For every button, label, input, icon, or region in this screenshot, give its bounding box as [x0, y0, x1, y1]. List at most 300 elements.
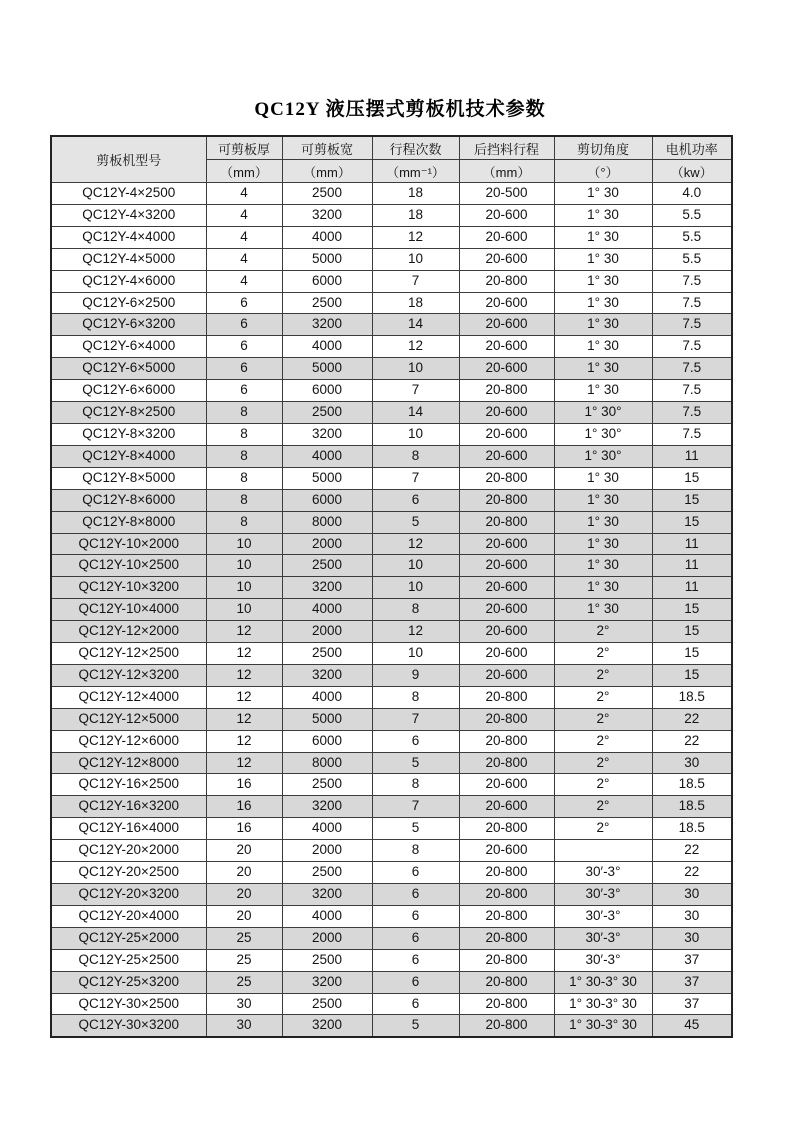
table-body [51, 183, 732, 1038]
cell-strokes: 8 [372, 840, 459, 862]
cell-power: 15 [652, 643, 732, 665]
cell-model: QC12Y-6×6000 [51, 380, 206, 402]
cell-backgauge: 20-500 [459, 183, 554, 205]
cell-angle: 1° 30° [554, 423, 652, 445]
cell-angle: 2° [554, 818, 652, 840]
cell-backgauge: 20-800 [459, 730, 554, 752]
col-header-width: 可剪板宽 [282, 136, 372, 160]
cell-model: QC12Y-4×4000 [51, 226, 206, 248]
table-row [51, 445, 732, 467]
cell-power: 15 [652, 664, 732, 686]
cell-thickness: 8 [206, 423, 282, 445]
cell-backgauge: 20-800 [459, 993, 554, 1015]
col-unit-angle: （°） [554, 160, 652, 183]
cell-angle: 1° 30 [554, 511, 652, 533]
cell-angle: 1° 30 [554, 204, 652, 226]
cell-strokes: 6 [372, 927, 459, 949]
cell-width: 2500 [282, 183, 372, 205]
cell-angle: 30′-3° [554, 862, 652, 884]
table-row [51, 555, 732, 577]
table-row [51, 1015, 732, 1037]
cell-width: 3200 [282, 577, 372, 599]
table-row [51, 270, 732, 292]
cell-thickness: 10 [206, 599, 282, 621]
cell-strokes: 10 [372, 248, 459, 270]
table-row [51, 730, 732, 752]
cell-width: 3200 [282, 423, 372, 445]
cell-model: QC12Y-8×8000 [51, 511, 206, 533]
cell-strokes: 10 [372, 423, 459, 445]
table-row [51, 183, 732, 205]
cell-thickness: 12 [206, 686, 282, 708]
cell-thickness: 4 [206, 183, 282, 205]
cell-thickness: 12 [206, 708, 282, 730]
cell-strokes: 6 [372, 993, 459, 1015]
cell-backgauge: 20-800 [459, 884, 554, 906]
cell-thickness: 4 [206, 204, 282, 226]
cell-thickness: 8 [206, 467, 282, 489]
cell-model: QC12Y-30×2500 [51, 993, 206, 1015]
cell-width: 6000 [282, 489, 372, 511]
table-row [51, 949, 732, 971]
cell-model: QC12Y-12×6000 [51, 730, 206, 752]
cell-model: QC12Y-12×3200 [51, 664, 206, 686]
cell-angle: 1° 30 [554, 380, 652, 402]
cell-power: 30 [652, 927, 732, 949]
cell-model: QC12Y-20×4000 [51, 905, 206, 927]
cell-backgauge: 20-800 [459, 511, 554, 533]
cell-angle: 1° 30 [554, 599, 652, 621]
cell-strokes: 12 [372, 336, 459, 358]
table-row [51, 599, 732, 621]
cell-power: 37 [652, 949, 732, 971]
col-unit-thickness: （mm） [206, 160, 282, 183]
cell-strokes: 18 [372, 204, 459, 226]
cell-thickness: 4 [206, 270, 282, 292]
cell-power: 15 [652, 599, 732, 621]
cell-power: 22 [652, 862, 732, 884]
cell-angle: 2° [554, 774, 652, 796]
cell-width: 8000 [282, 511, 372, 533]
cell-model: QC12Y-20×2500 [51, 862, 206, 884]
cell-backgauge: 20-800 [459, 818, 554, 840]
cell-angle: 1° 30 [554, 358, 652, 380]
cell-power: 15 [652, 467, 732, 489]
table-row [51, 336, 732, 358]
header-label-row [51, 136, 732, 160]
cell-model: QC12Y-10×4000 [51, 599, 206, 621]
table-header [51, 136, 732, 183]
cell-width: 6000 [282, 270, 372, 292]
cell-strokes: 8 [372, 599, 459, 621]
table-row [51, 752, 732, 774]
cell-backgauge: 20-600 [459, 248, 554, 270]
cell-width: 6000 [282, 380, 372, 402]
cell-backgauge: 20-600 [459, 336, 554, 358]
cell-width: 6000 [282, 730, 372, 752]
cell-model: QC12Y-8×5000 [51, 467, 206, 489]
cell-backgauge: 20-600 [459, 292, 554, 314]
cell-angle: 2° [554, 730, 652, 752]
cell-power: 11 [652, 533, 732, 555]
cell-width: 4000 [282, 818, 372, 840]
cell-strokes: 5 [372, 511, 459, 533]
cell-angle: 2° [554, 621, 652, 643]
cell-model: QC12Y-12×8000 [51, 752, 206, 774]
cell-strokes: 6 [372, 971, 459, 993]
cell-backgauge: 20-800 [459, 862, 554, 884]
col-unit-backgauge: （mm） [459, 160, 554, 183]
cell-thickness: 10 [206, 577, 282, 599]
table-row [51, 686, 732, 708]
cell-model: QC12Y-6×3200 [51, 314, 206, 336]
cell-power: 22 [652, 708, 732, 730]
cell-width: 2500 [282, 862, 372, 884]
cell-backgauge: 20-600 [459, 402, 554, 424]
cell-backgauge: 20-800 [459, 489, 554, 511]
cell-angle: 1° 30-3° 30 [554, 1015, 652, 1037]
cell-model: QC12Y-8×4000 [51, 445, 206, 467]
cell-power: 7.5 [652, 292, 732, 314]
table-row [51, 927, 732, 949]
col-header-power: 电机功率 [652, 136, 732, 160]
cell-power: 5.5 [652, 248, 732, 270]
cell-strokes: 12 [372, 226, 459, 248]
cell-width: 4000 [282, 445, 372, 467]
cell-backgauge: 20-600 [459, 840, 554, 862]
cell-angle: 30′-3° [554, 927, 652, 949]
cell-thickness: 6 [206, 314, 282, 336]
cell-thickness: 30 [206, 1015, 282, 1037]
cell-width: 2000 [282, 621, 372, 643]
cell-backgauge: 20-600 [459, 643, 554, 665]
cell-thickness: 6 [206, 292, 282, 314]
col-header-backgauge: 后挡料行程 [459, 136, 554, 160]
cell-model: QC12Y-6×2500 [51, 292, 206, 314]
cell-power: 22 [652, 840, 732, 862]
cell-strokes: 7 [372, 708, 459, 730]
table-row [51, 226, 732, 248]
cell-thickness: 12 [206, 752, 282, 774]
cell-thickness: 12 [206, 643, 282, 665]
cell-backgauge: 20-600 [459, 774, 554, 796]
cell-power: 18.5 [652, 774, 732, 796]
cell-thickness: 16 [206, 796, 282, 818]
table-row [51, 292, 732, 314]
cell-strokes: 14 [372, 314, 459, 336]
cell-strokes: 12 [372, 533, 459, 555]
cell-width: 3200 [282, 664, 372, 686]
table-row [51, 664, 732, 686]
cell-power: 4.0 [652, 183, 732, 205]
cell-width: 3200 [282, 796, 372, 818]
cell-width: 3200 [282, 314, 372, 336]
cell-strokes: 6 [372, 862, 459, 884]
cell-width: 4000 [282, 686, 372, 708]
cell-thickness: 20 [206, 884, 282, 906]
cell-angle: 30′-3° [554, 949, 652, 971]
cell-power: 18.5 [652, 686, 732, 708]
cell-angle: 2° [554, 708, 652, 730]
table-row [51, 884, 732, 906]
cell-thickness: 16 [206, 774, 282, 796]
cell-thickness: 25 [206, 949, 282, 971]
cell-angle: 30′-3° [554, 905, 652, 927]
cell-thickness: 4 [206, 248, 282, 270]
cell-power: 11 [652, 555, 732, 577]
cell-width: 4000 [282, 226, 372, 248]
spec-table [50, 135, 733, 1038]
cell-power: 15 [652, 489, 732, 511]
cell-thickness: 16 [206, 818, 282, 840]
cell-model: QC12Y-20×3200 [51, 884, 206, 906]
cell-width: 3200 [282, 204, 372, 226]
cell-backgauge: 20-600 [459, 599, 554, 621]
table-row [51, 358, 732, 380]
col-header-model: 剪板机型号 [51, 136, 206, 183]
cell-strokes: 10 [372, 555, 459, 577]
cell-strokes: 7 [372, 467, 459, 489]
cell-backgauge: 20-800 [459, 971, 554, 993]
cell-model: QC12Y-12×5000 [51, 708, 206, 730]
cell-width: 3200 [282, 884, 372, 906]
cell-angle: 1° 30° [554, 445, 652, 467]
cell-strokes: 8 [372, 774, 459, 796]
cell-thickness: 8 [206, 511, 282, 533]
cell-model: QC12Y-25×3200 [51, 971, 206, 993]
cell-backgauge: 20-800 [459, 1015, 554, 1037]
cell-width: 2000 [282, 533, 372, 555]
table-row [51, 993, 732, 1015]
cell-power: 30 [652, 884, 732, 906]
cell-model: QC12Y-8×6000 [51, 489, 206, 511]
cell-width: 5000 [282, 248, 372, 270]
cell-thickness: 30 [206, 993, 282, 1015]
cell-angle: 30′-3° [554, 884, 652, 906]
table-row [51, 511, 732, 533]
cell-model: QC12Y-12×2500 [51, 643, 206, 665]
cell-power: 45 [652, 1015, 732, 1037]
table-row [51, 774, 732, 796]
table-row [51, 971, 732, 993]
col-unit-width: （mm） [282, 160, 372, 183]
cell-thickness: 25 [206, 971, 282, 993]
cell-angle: 2° [554, 643, 652, 665]
cell-angle: 1° 30 [554, 489, 652, 511]
cell-backgauge: 20-800 [459, 949, 554, 971]
cell-backgauge: 20-600 [459, 664, 554, 686]
cell-power: 7.5 [652, 336, 732, 358]
cell-thickness: 12 [206, 621, 282, 643]
col-header-angle: 剪切角度 [554, 136, 652, 160]
cell-model: QC12Y-25×2000 [51, 927, 206, 949]
cell-model: QC12Y-6×5000 [51, 358, 206, 380]
cell-thickness: 8 [206, 489, 282, 511]
cell-backgauge: 20-800 [459, 708, 554, 730]
cell-width: 2500 [282, 292, 372, 314]
cell-width: 4000 [282, 599, 372, 621]
table-row [51, 423, 732, 445]
col-unit-strokes: （mm⁻¹） [372, 160, 459, 183]
cell-width: 5000 [282, 358, 372, 380]
cell-thickness: 6 [206, 358, 282, 380]
cell-model: QC12Y-12×2000 [51, 621, 206, 643]
cell-model: QC12Y-4×5000 [51, 248, 206, 270]
col-header-strokes: 行程次数 [372, 136, 459, 160]
cell-power: 37 [652, 993, 732, 1015]
cell-thickness: 10 [206, 533, 282, 555]
cell-width: 4000 [282, 336, 372, 358]
cell-model: QC12Y-16×4000 [51, 818, 206, 840]
cell-backgauge: 20-600 [459, 423, 554, 445]
cell-width: 2500 [282, 774, 372, 796]
cell-backgauge: 20-600 [459, 621, 554, 643]
cell-backgauge: 20-600 [459, 533, 554, 555]
cell-model: QC12Y-10×3200 [51, 577, 206, 599]
cell-power: 18.5 [652, 818, 732, 840]
cell-backgauge: 20-600 [459, 577, 554, 599]
cell-strokes: 5 [372, 818, 459, 840]
cell-strokes: 8 [372, 445, 459, 467]
table-row [51, 467, 732, 489]
cell-angle: 1° 30 [554, 292, 652, 314]
cell-power: 7.5 [652, 358, 732, 380]
cell-thickness: 10 [206, 555, 282, 577]
cell-strokes: 7 [372, 270, 459, 292]
cell-power: 7.5 [652, 314, 732, 336]
cell-strokes: 5 [372, 752, 459, 774]
cell-angle: 1° 30 [554, 226, 652, 248]
cell-strokes: 6 [372, 905, 459, 927]
cell-power: 22 [652, 730, 732, 752]
cell-strokes: 5 [372, 1015, 459, 1037]
cell-model: QC12Y-10×2000 [51, 533, 206, 555]
table-row [51, 577, 732, 599]
cell-power: 7.5 [652, 423, 732, 445]
cell-strokes: 12 [372, 621, 459, 643]
table-row [51, 905, 732, 927]
cell-strokes: 10 [372, 358, 459, 380]
cell-backgauge: 20-800 [459, 380, 554, 402]
cell-power: 5.5 [652, 204, 732, 226]
table-row [51, 621, 732, 643]
cell-backgauge: 20-600 [459, 358, 554, 380]
cell-angle: 2° [554, 796, 652, 818]
cell-angle: 1° 30-3° 30 [554, 993, 652, 1015]
cell-model: QC12Y-30×3200 [51, 1015, 206, 1037]
cell-angle: 1° 30 [554, 577, 652, 599]
cell-strokes: 14 [372, 402, 459, 424]
cell-angle: 1° 30 [554, 183, 652, 205]
cell-width: 2000 [282, 840, 372, 862]
cell-backgauge: 20-800 [459, 905, 554, 927]
cell-backgauge: 20-800 [459, 467, 554, 489]
col-unit-power: （kw） [652, 160, 732, 183]
cell-angle: 2° [554, 686, 652, 708]
cell-model: QC12Y-12×4000 [51, 686, 206, 708]
cell-power: 7.5 [652, 270, 732, 292]
cell-angle: 1° 30 [554, 248, 652, 270]
cell-model: QC12Y-4×6000 [51, 270, 206, 292]
cell-angle: 1° 30 [554, 533, 652, 555]
cell-strokes: 7 [372, 796, 459, 818]
cell-thickness: 12 [206, 664, 282, 686]
cell-power: 7.5 [652, 402, 732, 424]
table-row [51, 248, 732, 270]
cell-model: QC12Y-4×3200 [51, 204, 206, 226]
cell-power: 37 [652, 971, 732, 993]
cell-angle: 1° 30° [554, 402, 652, 424]
table-row [51, 489, 732, 511]
cell-power: 30 [652, 905, 732, 927]
page-title: QC12Y 液压摆式剪板机技术参数 [254, 99, 546, 120]
cell-strokes: 6 [372, 489, 459, 511]
cell-angle: 2° [554, 752, 652, 774]
table-row [51, 862, 732, 884]
cell-power: 11 [652, 577, 732, 599]
cell-angle: 1° 30 [554, 336, 652, 358]
cell-width: 3200 [282, 971, 372, 993]
cell-backgauge: 20-800 [459, 270, 554, 292]
cell-thickness: 6 [206, 336, 282, 358]
cell-model: QC12Y-4×2500 [51, 183, 206, 205]
cell-power: 15 [652, 511, 732, 533]
cell-strokes: 8 [372, 686, 459, 708]
cell-strokes: 9 [372, 664, 459, 686]
cell-width: 8000 [282, 752, 372, 774]
cell-strokes: 7 [372, 380, 459, 402]
table-row [51, 840, 732, 862]
cell-width: 2500 [282, 949, 372, 971]
cell-angle: 1° 30 [554, 467, 652, 489]
cell-width: 2500 [282, 643, 372, 665]
cell-backgauge: 20-600 [459, 796, 554, 818]
table-row [51, 818, 732, 840]
cell-width: 5000 [282, 708, 372, 730]
table-row [51, 533, 732, 555]
cell-backgauge: 20-800 [459, 927, 554, 949]
cell-angle: 2° [554, 664, 652, 686]
cell-thickness: 20 [206, 862, 282, 884]
cell-thickness: 20 [206, 840, 282, 862]
cell-model: QC12Y-20×2000 [51, 840, 206, 862]
cell-power: 30 [652, 752, 732, 774]
cell-thickness: 20 [206, 905, 282, 927]
cell-backgauge: 20-600 [459, 314, 554, 336]
cell-angle: 1° 30-3° 30 [554, 971, 652, 993]
cell-backgauge: 20-600 [459, 445, 554, 467]
cell-backgauge: 20-600 [459, 555, 554, 577]
cell-angle [554, 840, 652, 862]
cell-width: 2500 [282, 555, 372, 577]
table-row [51, 708, 732, 730]
cell-thickness: 25 [206, 927, 282, 949]
table-row [51, 643, 732, 665]
cell-angle: 1° 30 [554, 270, 652, 292]
cell-strokes: 6 [372, 949, 459, 971]
cell-power: 18.5 [652, 796, 732, 818]
table-row [51, 402, 732, 424]
cell-backgauge: 20-800 [459, 752, 554, 774]
cell-power: 15 [652, 621, 732, 643]
cell-model: QC12Y-6×4000 [51, 336, 206, 358]
table-row [51, 380, 732, 402]
cell-power: 5.5 [652, 226, 732, 248]
cell-strokes: 10 [372, 577, 459, 599]
cell-model: QC12Y-10×2500 [51, 555, 206, 577]
cell-model: QC12Y-16×3200 [51, 796, 206, 818]
cell-backgauge: 20-800 [459, 686, 554, 708]
